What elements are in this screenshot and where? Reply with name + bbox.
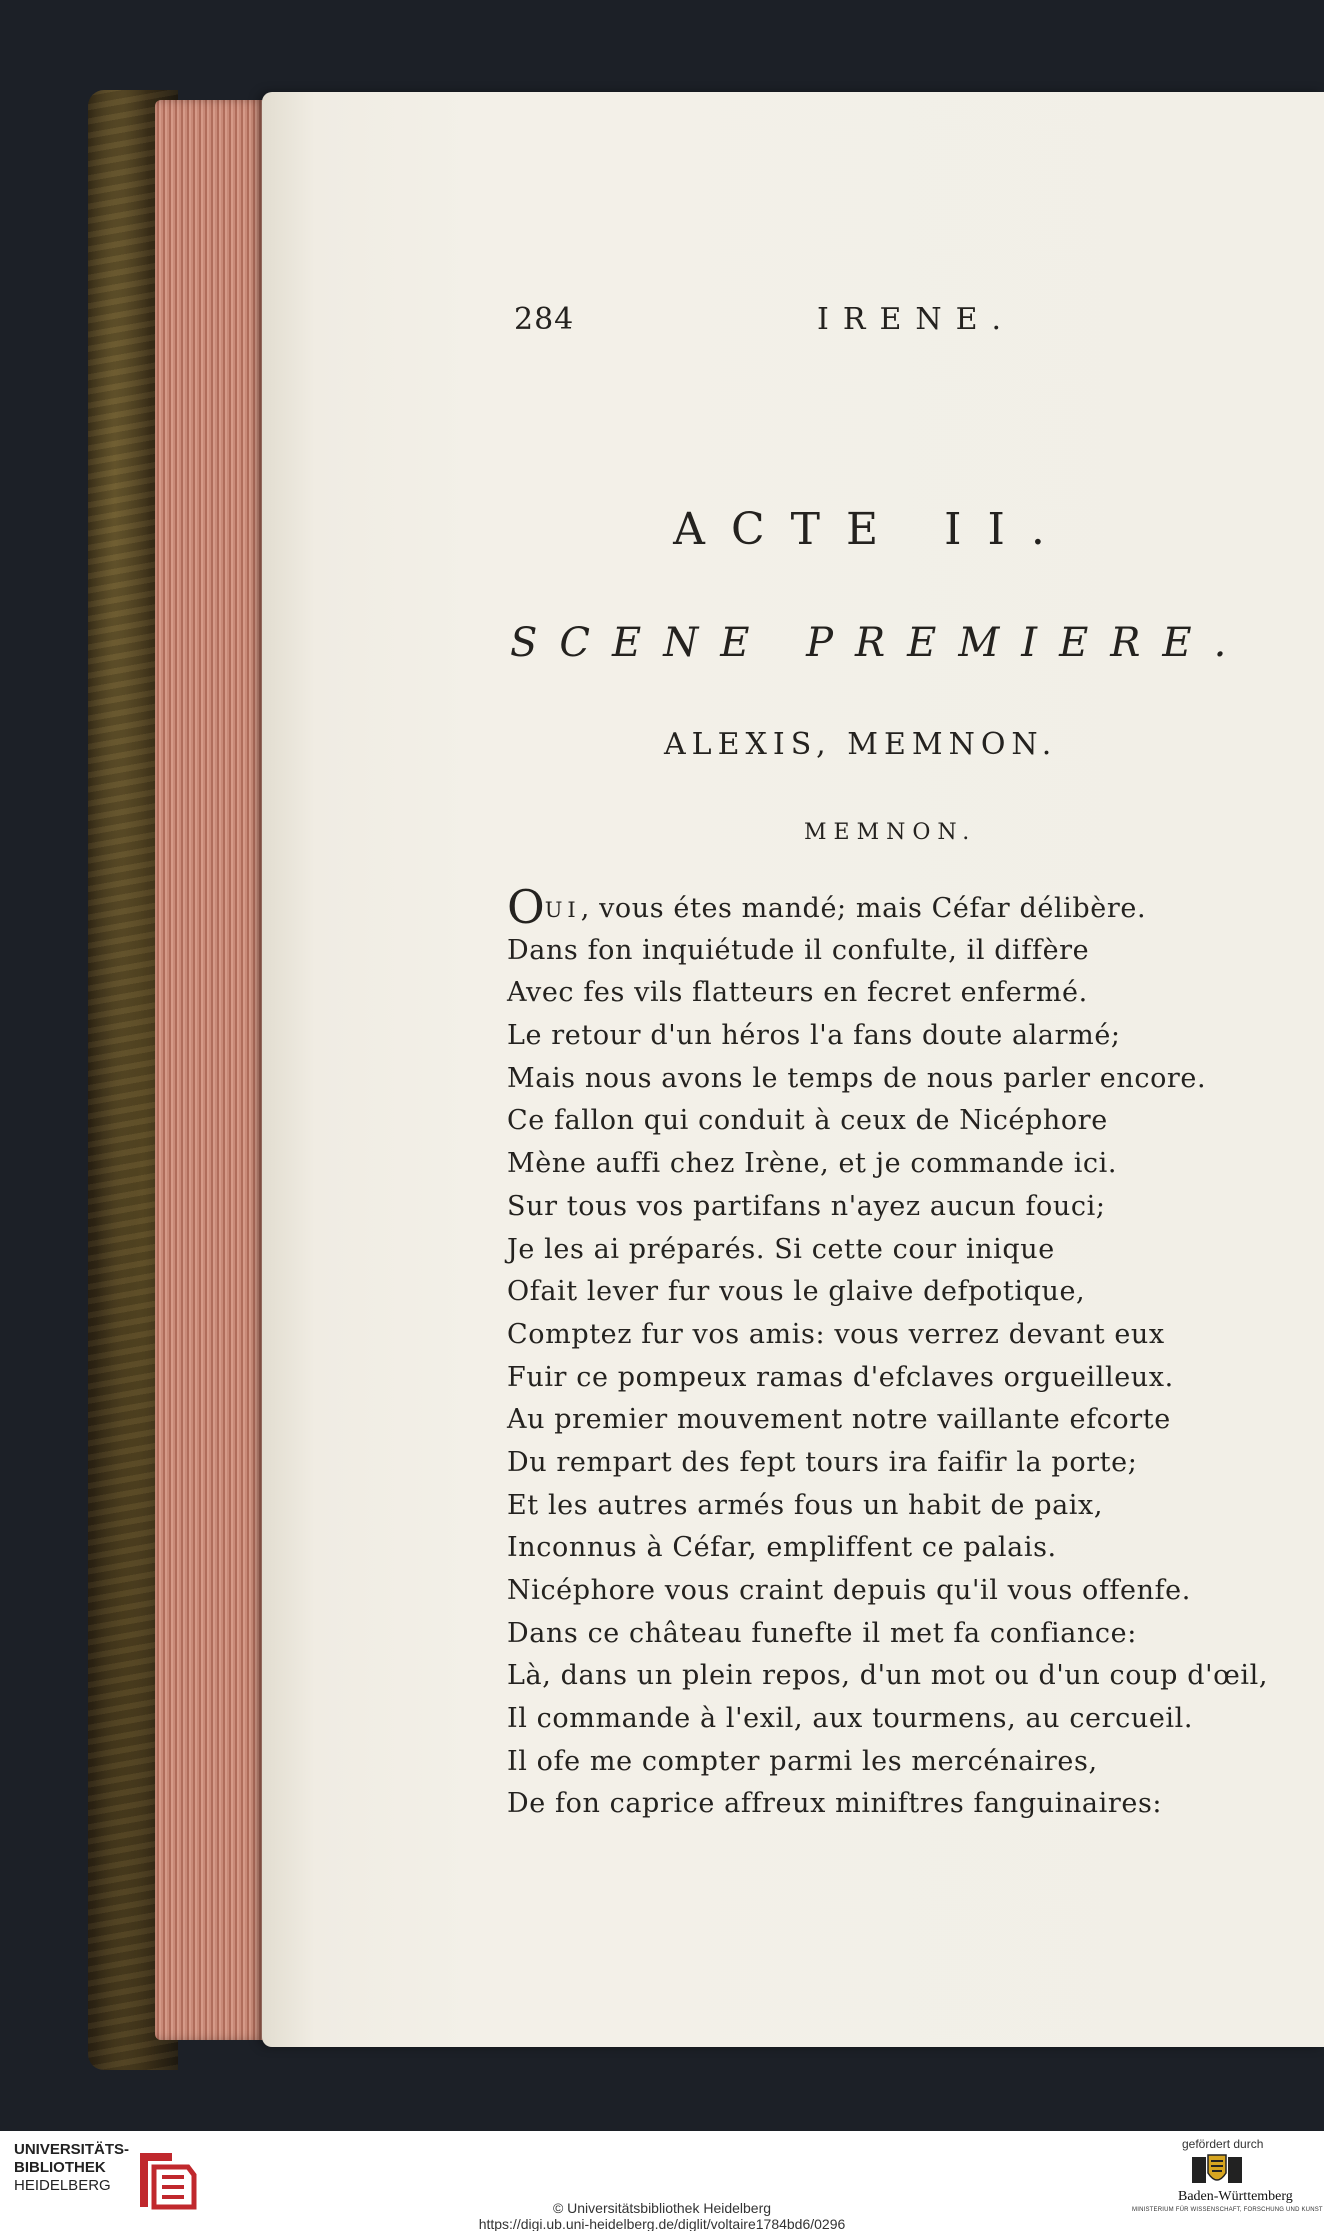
funded-by-label: gefördert durch xyxy=(1182,2137,1264,2151)
verse-line: Ce fallon qui conduit à ceux de Nicéphore xyxy=(507,1105,1108,1137)
verse-text: , vous étes mandé; mais Céfar délibère. xyxy=(580,893,1147,924)
library-name-line: UNIVERSITÄTS- xyxy=(14,2141,130,2158)
running-title: IRENE. xyxy=(817,302,1016,337)
verse-block xyxy=(507,880,1307,1826)
verse-line: Il commande à l'exil, aux tourmens, au cercueil. xyxy=(507,1703,1194,1735)
library-name-line: BIBLIOTHEK xyxy=(14,2159,106,2176)
page-content xyxy=(262,92,1324,2047)
permalink[interactable]: https://digi.ub.uni-heidelberg.de/diglit/voltaire1784bd6/0296 xyxy=(478,2216,846,2231)
footer xyxy=(0,2131,1324,2231)
library-name-line: HEIDELBERG xyxy=(14,2177,111,2194)
library-name xyxy=(14,2141,129,2195)
verse-line: Mène auffi chez Irène, et je commande ici. xyxy=(507,1148,1118,1180)
verse-line: Mais nous avons le temps de nous parler encore. xyxy=(507,1062,1207,1094)
page-number: 284 xyxy=(514,302,575,337)
verse-line: Fuir ce pompeux ramas d'efclaves orgueilleux. xyxy=(507,1361,1174,1393)
verse-line: Avec fes vils flatteurs en fecret enfermé. xyxy=(507,977,1088,1009)
verse-line: Nicéphore vous craint depuis qu'il vous offenfe. xyxy=(507,1575,1191,1606)
verse-line: Je les ai préparés. Si cette cour inique xyxy=(507,1233,1055,1265)
verse-line: Sur tous vos partifans n'ayez aucun fouci; xyxy=(507,1190,1106,1222)
act-title: ACTE II. xyxy=(673,504,1071,555)
verse-line: Dans ce château funefte il met fa confiance: xyxy=(507,1617,1137,1649)
verse-line: Inconnus à Céfar, empliffent ce palais. xyxy=(507,1532,1057,1564)
verse-line: Ofait lever fur vous le glaive defpotique, xyxy=(507,1276,1086,1308)
scene-title: SCENE PREMIERE. xyxy=(510,620,1249,666)
verse-line: Il ofe me compter parmi les mercénaires, xyxy=(507,1745,1098,1777)
running-head xyxy=(262,302,1324,352)
copyright-notice: © Universitätsbibliothek Heidelberg xyxy=(552,2200,772,2216)
sponsor-logo[interactable] xyxy=(1116,2137,1323,2227)
verse-line: Là, dans un plein repos, d'un mot ou d'un coup d'œil, xyxy=(507,1660,1269,1692)
verse-line: Dans fon inquiétude il confulte, il diffère xyxy=(507,934,1090,966)
verse-line-first xyxy=(507,880,1307,934)
speaker-name: MEMNON. xyxy=(804,820,977,845)
verse-line: Et les autres armés fous un habit de paix, xyxy=(507,1489,1104,1521)
verse-line: Comptez fur vos amis: vous verrez devant eux xyxy=(507,1318,1165,1350)
characters-list: ALEXIS, MEMNON. xyxy=(664,727,1058,762)
sponsor-name: Baden-Württemberg xyxy=(1178,2189,1293,2204)
drop-cap: O xyxy=(507,880,545,934)
verse-line: Du rempart des fept tours ira faifir la porte; xyxy=(507,1446,1138,1478)
page-edges xyxy=(155,100,270,2040)
verse-line: De fon caprice affreux miniftres fanguinaires: xyxy=(507,1788,1163,1820)
coat-of-arms-icon xyxy=(1188,2153,1246,2189)
small-caps: UI xyxy=(544,898,581,922)
verse-line: Au premier mouvement notre vaillante efcorte xyxy=(507,1404,1171,1436)
book-page xyxy=(262,92,1324,2047)
ministry-name: MINISTERIUM FÜR WISSENSCHAFT, FORSCHUNG UND KUNST xyxy=(1132,2207,1323,2213)
verse-line: Le retour d'un héros l'a fans doute alarmé; xyxy=(507,1020,1121,1052)
